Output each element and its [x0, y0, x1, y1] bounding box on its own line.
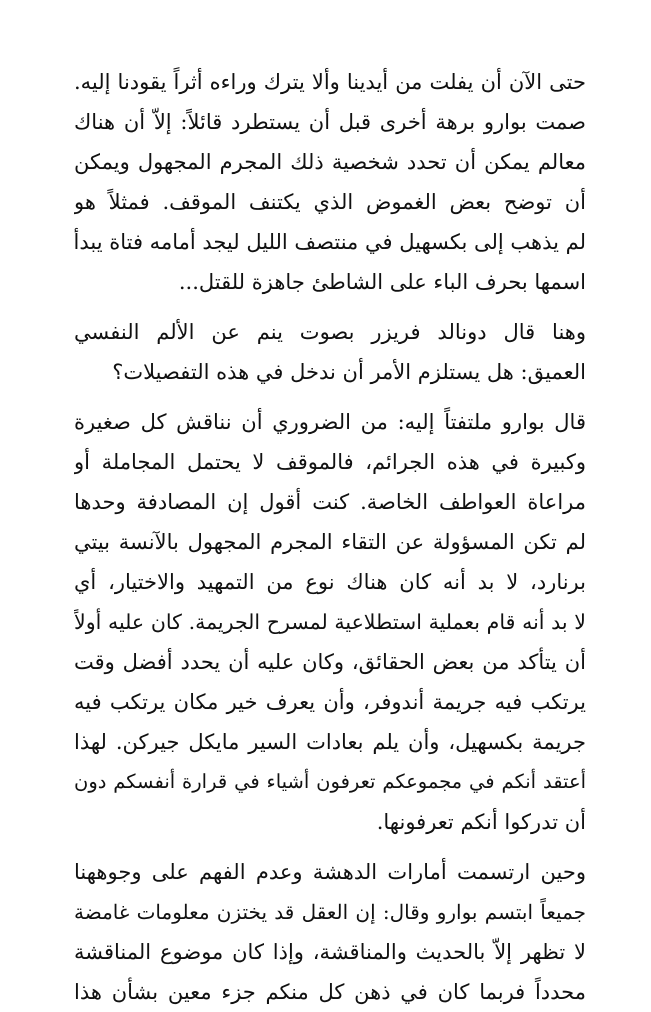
text-line: لا بد أنه قام بعملية استطلاعية لمسرح الجريمة. كان عليه أولاً: [74, 610, 586, 634]
text-line: قال بوارو ملتفتاً إليه: من الضروري أن نناقش كل صغيرة: [74, 410, 586, 434]
book-page: [74, 62, 586, 1012]
text-line: لم تكن المسؤولة عن التقاء المجرم المجهول بالآنسة بيتي: [74, 530, 586, 554]
text-line: اسمها بحرف الباء على الشاطئ جاهزة للقتل...: [178, 270, 586, 294]
text-line: العميق: هل يستلزم الأمر أن ندخل في هذه التفصيلات؟: [112, 360, 586, 384]
text-line: برنارد، لا بد أنه كان هناك نوع من التمهيد والاختيار، أي: [74, 570, 586, 594]
text-line: وهنا قال دونالد فريزر بصوت ينم عن الألم النفسي: [74, 320, 586, 344]
paragraph-gap: [74, 302, 586, 312]
text-line: جريمة بكسهيل، وأن يلم بعادات السير مايكل جيركن. لهذا: [74, 730, 586, 754]
text-line: حتى الآن أن يفلت من أيدينا وألا يترك وراءه أثراً يقودنا إليه.: [74, 70, 586, 94]
paragraph-gap: [74, 842, 586, 852]
text-line: محدداً فربما كان في ذهن كل منكم جزء معين بشأن هذا: [74, 980, 586, 1004]
paragraph-gap: [74, 392, 586, 402]
text-line: أن يتأكد من بعض الحقائق، وكان عليه أن يحدد أفضل وقت: [74, 650, 586, 674]
text-line: معالم يمكن أن تحدد شخصية ذلك المجرم المجهول ويمكن: [74, 150, 586, 174]
text-line: جميعاً ابتسم بوارو وقال: إن العقل قد يختزن معلومات غامضة: [74, 900, 586, 924]
text-line: وكبيرة في هذه الجرائم، فالموقف لا يحتمل المجاملة أو: [74, 450, 586, 474]
text-line: أن توضح بعض الغموض الذي يكتنف الموقف. فمثلاً هو: [74, 190, 586, 214]
text-line: يرتكب فيه جريمة أندوفر، وأن يعرف خير مكان يرتكب فيه: [74, 690, 586, 714]
text-line: مراعاة العواطف الخاصة. كنت أقول إن المصادفة وحدها: [74, 490, 586, 514]
paragraph-2: [74, 312, 586, 392]
text-line: وحين ارتسمت أمارات الدهشة وعدم الفهم على وجوههنا: [74, 860, 586, 884]
text-line: أن تدركوا أنكم تعرفونها.: [376, 810, 586, 834]
text-line: لم يذهب إلى بكسهيل في منتصف الليل ليجد أمامه فتاة يبدأ: [74, 230, 586, 254]
text-line: صمت بوارو برهة أخرى قبل أن يستطرد قائلاً: إلاّ أن هناك: [74, 110, 586, 134]
paragraph-4: [74, 852, 586, 1012]
paragraph-1: [74, 62, 586, 302]
text-line: لا تظهر إلاّ بالحديث والمناقشة، وإذا كان موضوع المناقشة: [74, 940, 586, 964]
paragraph-3: [74, 402, 586, 842]
text-line: أعتقد أنكم في مجموعكم تعرفون أشياء في قرارة أنفسكم دون: [74, 770, 586, 793]
